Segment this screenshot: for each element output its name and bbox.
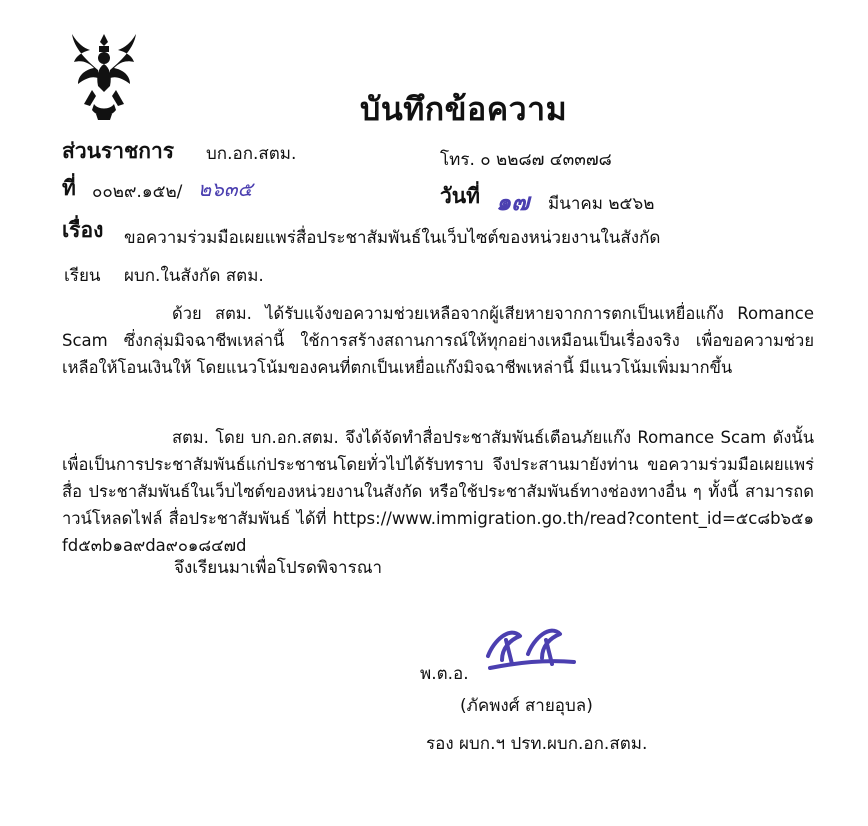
subject-value: ขอความร่วมมือเผยแพร่สื่อประชาสัมพันธ์ในเว็บไซต์ของหน่วยงานในสังกัด [124, 228, 661, 248]
garuda-emblem-icon [64, 30, 144, 122]
to-label: เรียน [64, 266, 101, 286]
agency-value: บก.อก.สตม. [206, 144, 297, 164]
signature-rank: พ.ต.อ. [420, 664, 469, 684]
signature-position: รอง ผบก.ฯ ปรท.ผบก.อก.สตม. [426, 734, 648, 754]
ref-number: ๐๐๒๙.๑๕๒/ [92, 182, 183, 202]
date-month-year: มีนาคม ๒๕๖๒ [548, 194, 655, 214]
handwritten-signature-icon [480, 618, 580, 678]
subject-label: เรื่อง [62, 218, 104, 242]
agency-label: ส่วนราชการ [62, 139, 175, 163]
body-paragraph-1: ด้วย สตม. ได้รับแจ้งขอความช่วยเหลือจากผู้เสียหายจากการตกเป็นเหยื่อแก๊ง Romance Scam ซึ่งกลุ่มมิจฉาชีพเหล่านี้ ใช้การสร้างสถานการณ์ให้ทุกอย่างเหมือนเป็นเรื่องจริง เพื่อขอความช่วยเหลือให้โอนเงินให้ โดยแนวโน้มของคนที่ตกเป็นเหยื่อแก๊งมิจฉาชีพเหล่านี้ มีแนวโน้มเพิ่มมากขึ้น [62, 304, 814, 377]
ref-handwritten: ๒๖๓๕ [198, 177, 253, 201]
signature-name: (ภัคพงศ์ สายอุบล) [460, 696, 593, 716]
ref-label: ที่ [62, 176, 76, 200]
body-paragraph-2: สตม. โดย บก.อก.สตม. จึงได้จัดทำสื่อประชาสัมพันธ์เตือนภัยแก๊ง Romance Scam ดังนั้น เพื่อเป็นการประชาสัมพันธ์แก่ประชาชนโดยทั่วไปได้รับทราบ จึงประสานมายังท่าน ขอความร่วมมือเผยแพร่สื่อ ประชาสัมพันธ์ในเว็บไซต์ของหน่วยงานในสังกัด หรือใช้ประชาสัมพันธ์ทางช่องทางอื่น ๆ ทั้งนี้ สามารถดาวน์โหลดไฟล์ สื่อประชาสัมพันธ์ ได้ที่ https://www.immigration.go.th/read?content_id=๕c๘b๖๕๑fd๕๓b๑a๙da๙๐๑๘๔๗d [62, 428, 814, 555]
date-day-handwritten: ๑๗ [496, 187, 530, 216]
phone-number: โทร. ๐ ๒๒๘๗ ๔๓๓๗๘ [440, 150, 612, 170]
to-value: ผบก.ในสังกัด สตม. [124, 266, 264, 286]
closing-line: จึงเรียนมาเพื่อโปรดพิจารณา [174, 558, 383, 578]
date-label: วันที่ [440, 184, 480, 208]
memo-title: บันทึกข้อความ [360, 90, 568, 128]
